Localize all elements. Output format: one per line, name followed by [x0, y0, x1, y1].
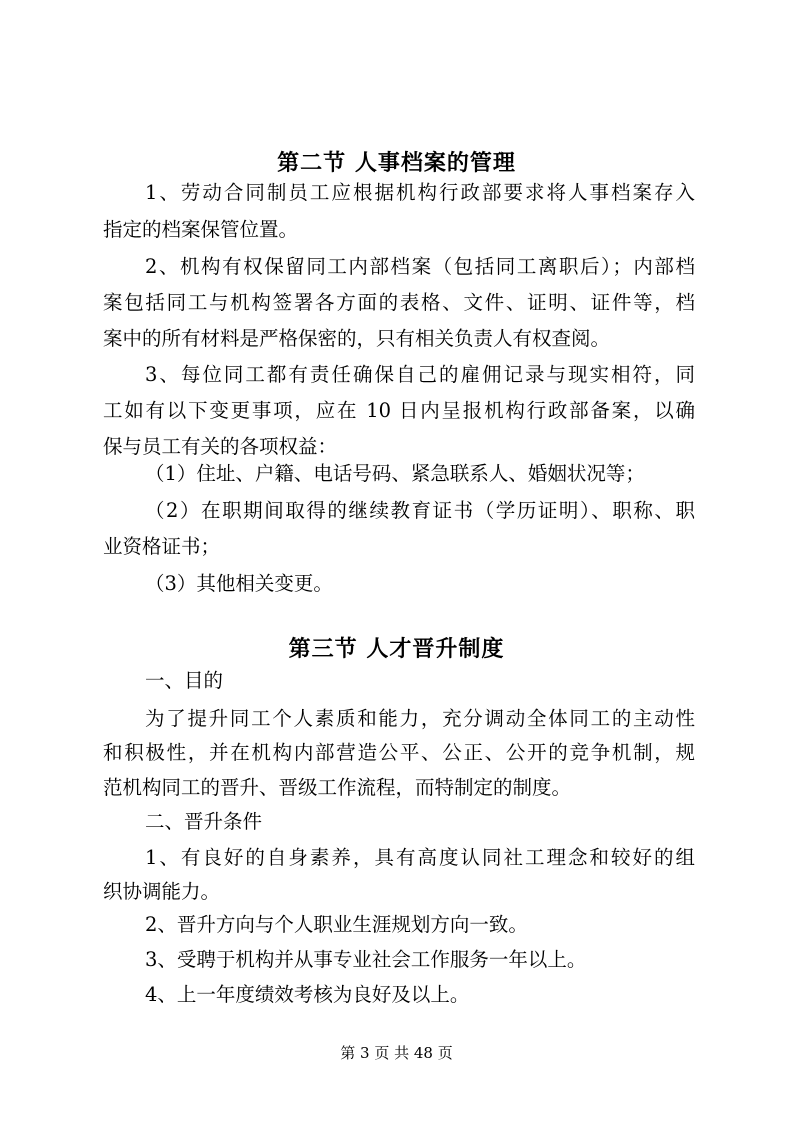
page-number-footer: 第 3 页 共 48 页 — [340, 1044, 453, 1062]
paragraph-line: 为了提升同工个人素质和能力，充分调动全体同工的主动性 — [145, 707, 695, 730]
paragraph-line: 织协调能力。 — [103, 880, 221, 903]
paragraph-line: 3、受聘于机构并从事专业社会工作服务一年以上。 — [145, 948, 587, 971]
paragraph-line: 1、有良好的自身素养，具有高度认同社工理念和较好的组 — [145, 846, 695, 869]
list-item: （1）住址、户籍、电话号码、紧急联系人、婚姻状况等； — [145, 462, 645, 485]
paragraph-line: 工如有以下变更事项，应在 10 日内呈报机构行政部备案，以确 — [103, 399, 695, 422]
paragraph-line: 保与员工有关的各项权益： — [103, 435, 338, 458]
paragraph-line: 指定的档案保管位置。 — [103, 218, 299, 241]
section-3-title: 第三节 人才晋升制度 — [288, 636, 505, 662]
list-item: （2）在职期间取得的继续教育证书（学历证明）、职称、职 — [145, 499, 695, 522]
paragraph-line: 1、劳动合同制员工应根据机构行政部要求将人事档案存入 — [145, 181, 695, 204]
section-2-title: 第二节 人事档案的管理 — [277, 150, 516, 176]
paragraph-line: 3、每位同工都有责任确保自己的雇佣记录与现实相符，同 — [145, 363, 695, 386]
paragraph-line: 和积极性，并在机构内部营造公平、公正、公开的竞争机制，规 — [103, 741, 695, 764]
paragraph-line: 案包括同工与机构签署各方面的表格、文件、证明、证件等，档 — [103, 291, 695, 314]
paragraph-line: 范机构同工的晋升、晋级工作流程，而特制定的制度。 — [103, 776, 572, 799]
paragraph-line: 2、机构有权保留同工内部档案（包括同工离职后）；内部档 — [145, 255, 695, 278]
subheading: 一、目的 — [145, 669, 224, 692]
list-item: 业资格证书； — [103, 535, 221, 558]
paragraph-line: 案中的所有材料是严格保密的，只有相关负责人有权查阅。 — [103, 327, 611, 350]
paragraph-line: 2、晋升方向与个人职业生涯规划方向一致。 — [145, 913, 528, 936]
paragraph-line: 4、上一年度绩效考核为良好及以上。 — [145, 983, 470, 1006]
list-item: （3）其他相关变更。 — [145, 572, 333, 595]
subheading: 二、晋升条件 — [145, 810, 263, 833]
